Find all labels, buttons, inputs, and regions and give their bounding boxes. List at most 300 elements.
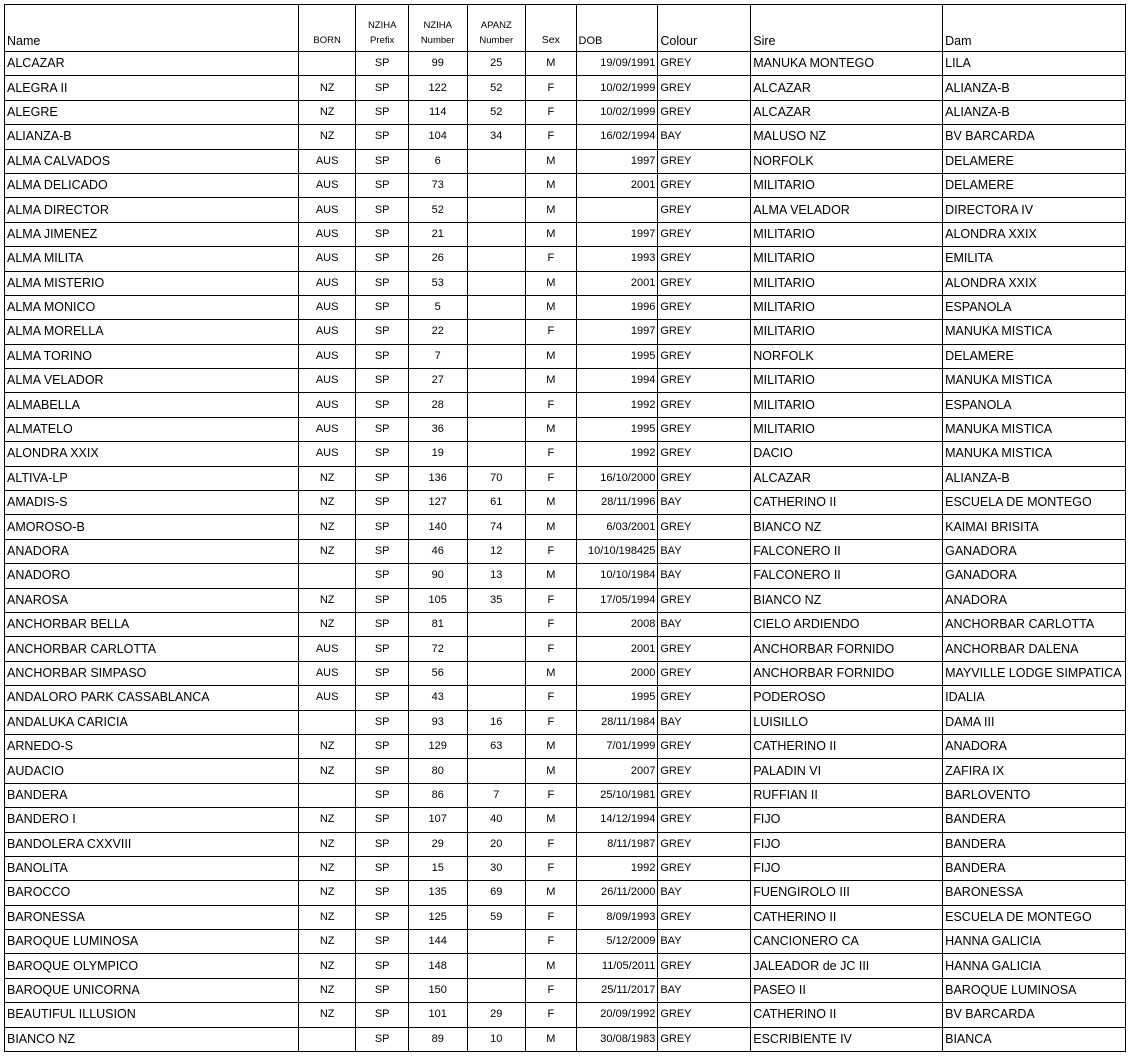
cell-sex: M xyxy=(526,369,576,393)
cell-dob: 28/11/1984 xyxy=(576,710,658,734)
cell-apanz-number xyxy=(467,417,526,441)
cell-dob: 16/10/2000 xyxy=(576,466,658,490)
cell-nziha-prefix: SP xyxy=(356,173,409,197)
cell-dam: DIRECTORA IV xyxy=(943,198,1126,222)
cell-apanz-number xyxy=(467,686,526,710)
cell-sire: FIJO xyxy=(751,856,943,880)
cell-born: NZ xyxy=(298,588,356,612)
cell-sex: M xyxy=(526,295,576,319)
cell-sire: JALEADOR de JC III xyxy=(751,954,943,978)
cell-born: NZ xyxy=(298,856,356,880)
cell-name: ANDALORO PARK CASSABLANCA xyxy=(5,686,299,710)
cell-name: AUDACIO xyxy=(5,759,299,783)
cell-name: ALMA MILITA xyxy=(5,247,299,271)
cell-nziha-number: 73 xyxy=(408,173,467,197)
table-row xyxy=(5,612,1126,636)
table-row xyxy=(5,832,1126,856)
cell-sex: M xyxy=(526,417,576,441)
cell-apanz-number xyxy=(467,930,526,954)
cell-nziha-number: 29 xyxy=(408,832,467,856)
table-row xyxy=(5,52,1126,76)
cell-nziha-prefix: SP xyxy=(356,832,409,856)
cell-sire: FIJO xyxy=(751,832,943,856)
cell-sex: M xyxy=(526,198,576,222)
cell-dam: BARLOVENTO xyxy=(943,783,1126,807)
cell-name: BIANCO NZ xyxy=(5,1027,299,1051)
cell-born: AUS xyxy=(298,271,356,295)
cell-sire: PASEO II xyxy=(751,978,943,1002)
table-row xyxy=(5,515,1126,539)
table-row xyxy=(5,442,1126,466)
cell-dob: 28/11/1996 xyxy=(576,491,658,515)
cell-apanz-number: 52 xyxy=(467,100,526,124)
cell-nziha-prefix: SP xyxy=(356,222,409,246)
cell-nziha-prefix: SP xyxy=(356,344,409,368)
cell-born xyxy=(298,564,356,588)
cell-sire: RUFFIAN II xyxy=(751,783,943,807)
cell-nziha-prefix: SP xyxy=(356,734,409,758)
cell-dob: 1995 xyxy=(576,686,658,710)
cell-name: ALIANZA-B xyxy=(5,125,299,149)
cell-dob: 2000 xyxy=(576,661,658,685)
cell-colour: BAY xyxy=(658,930,751,954)
cell-sire: NORFOLK xyxy=(751,149,943,173)
cell-sex: M xyxy=(526,881,576,905)
cell-sire: MILITARIO xyxy=(751,271,943,295)
cell-name: ALMA JIMENEZ xyxy=(5,222,299,246)
cell-colour: GREY xyxy=(658,320,751,344)
cell-sire: BIANCO NZ xyxy=(751,588,943,612)
table-row xyxy=(5,539,1126,563)
cell-name: BEAUTIFUL ILLUSION xyxy=(5,1003,299,1027)
cell-dob xyxy=(576,198,658,222)
cell-sex: F xyxy=(526,905,576,929)
cell-nziha-prefix: SP xyxy=(356,1027,409,1051)
cell-sex: M xyxy=(526,564,576,588)
cell-name: ALMA DIRECTOR xyxy=(5,198,299,222)
cell-sex: F xyxy=(526,100,576,124)
cell-name: BANDOLERA CXXVIII xyxy=(5,832,299,856)
cell-dob: 10/10/1984 xyxy=(576,564,658,588)
cell-name: BANDERO I xyxy=(5,808,299,832)
cell-nziha-number: 27 xyxy=(408,369,467,393)
cell-nziha-prefix: SP xyxy=(356,612,409,636)
cell-colour: GREY xyxy=(658,393,751,417)
cell-sire: DACIO xyxy=(751,442,943,466)
header-name: Name xyxy=(5,5,299,52)
cell-born: AUS xyxy=(298,222,356,246)
cell-sire: MANUKA MONTEGO xyxy=(751,52,943,76)
cell-name: ALMABELLA xyxy=(5,393,299,417)
cell-nziha-prefix: SP xyxy=(356,417,409,441)
cell-name: ANAROSA xyxy=(5,588,299,612)
cell-sire: CANCIONERO CA xyxy=(751,930,943,954)
header-sire: Sire xyxy=(751,5,943,52)
cell-born: NZ xyxy=(298,905,356,929)
table-row xyxy=(5,100,1126,124)
cell-sex: M xyxy=(526,1027,576,1051)
cell-dam: ANCHORBAR CARLOTTA xyxy=(943,612,1126,636)
cell-colour: GREY xyxy=(658,271,751,295)
cell-colour: BAY xyxy=(658,978,751,1002)
cell-dob: 1992 xyxy=(576,442,658,466)
cell-dam: DELAMERE xyxy=(943,149,1126,173)
cell-born: NZ xyxy=(298,978,356,1002)
cell-born: AUS xyxy=(298,295,356,319)
cell-sex: F xyxy=(526,637,576,661)
cell-dob: 8/09/1993 xyxy=(576,905,658,929)
cell-apanz-number: 25 xyxy=(467,52,526,76)
cell-apanz-number: 40 xyxy=(467,808,526,832)
cell-nziha-prefix: SP xyxy=(356,52,409,76)
cell-sire: MILITARIO xyxy=(751,247,943,271)
cell-dam: DELAMERE xyxy=(943,173,1126,197)
cell-sex: M xyxy=(526,52,576,76)
header-row xyxy=(5,5,1126,52)
cell-sex: F xyxy=(526,856,576,880)
cell-nziha-prefix: SP xyxy=(356,808,409,832)
cell-nziha-prefix: SP xyxy=(356,491,409,515)
cell-name: ALONDRA XXIX xyxy=(5,442,299,466)
cell-colour: GREY xyxy=(658,1003,751,1027)
cell-apanz-number: 7 xyxy=(467,783,526,807)
cell-nziha-prefix: SP xyxy=(356,320,409,344)
cell-born: AUS xyxy=(298,173,356,197)
cell-name: BAROCCO xyxy=(5,881,299,905)
cell-name: BANOLITA xyxy=(5,856,299,880)
cell-dob: 1995 xyxy=(576,417,658,441)
cell-sex: M xyxy=(526,222,576,246)
cell-dob: 1994 xyxy=(576,369,658,393)
cell-sire: LUISILLO xyxy=(751,710,943,734)
cell-nziha-number: 101 xyxy=(408,1003,467,1027)
cell-colour: GREY xyxy=(658,344,751,368)
table-row xyxy=(5,905,1126,929)
cell-nziha-number: 81 xyxy=(408,612,467,636)
cell-dob: 25/11/2017 xyxy=(576,978,658,1002)
cell-dam: ALIANZA-B xyxy=(943,76,1126,100)
cell-nziha-number: 140 xyxy=(408,515,467,539)
cell-dob: 1997 xyxy=(576,149,658,173)
cell-apanz-number xyxy=(467,295,526,319)
cell-dam: DAMA III xyxy=(943,710,1126,734)
cell-colour: GREY xyxy=(658,149,751,173)
cell-sire: ANCHORBAR FORNIDO xyxy=(751,661,943,685)
cell-apanz-number: 59 xyxy=(467,905,526,929)
cell-born: AUS xyxy=(298,661,356,685)
cell-dam: HANNA GALICIA xyxy=(943,930,1126,954)
cell-nziha-prefix: SP xyxy=(356,930,409,954)
cell-born: AUS xyxy=(298,369,356,393)
cell-name: BAROQUE UNICORNA xyxy=(5,978,299,1002)
cell-apanz-number xyxy=(467,442,526,466)
cell-nziha-number: 6 xyxy=(408,149,467,173)
cell-name: ANDALUKA CARICIA xyxy=(5,710,299,734)
cell-dob: 10/02/1999 xyxy=(576,100,658,124)
cell-nziha-number: 136 xyxy=(408,466,467,490)
cell-nziha-prefix: SP xyxy=(356,100,409,124)
cell-dam: BV BARCARDA xyxy=(943,125,1126,149)
cell-sire: CATHERINO II xyxy=(751,734,943,758)
cell-nziha-prefix: SP xyxy=(356,515,409,539)
cell-born: NZ xyxy=(298,491,356,515)
cell-apanz-number: 34 xyxy=(467,125,526,149)
cell-dob: 2001 xyxy=(576,271,658,295)
cell-sex: F xyxy=(526,247,576,271)
cell-name: BANDERA xyxy=(5,783,299,807)
cell-dob: 2008 xyxy=(576,612,658,636)
table-row xyxy=(5,661,1126,685)
header-nziha-prefix-label: NZIHA Prefix xyxy=(367,20,397,46)
cell-dob: 2001 xyxy=(576,637,658,661)
cell-sire: ALCAZAR xyxy=(751,100,943,124)
cell-born: NZ xyxy=(298,954,356,978)
cell-apanz-number: 61 xyxy=(467,491,526,515)
cell-born: NZ xyxy=(298,125,356,149)
cell-born: NZ xyxy=(298,76,356,100)
cell-born: NZ xyxy=(298,1003,356,1027)
cell-nziha-prefix: SP xyxy=(356,369,409,393)
cell-dam: ANADORA xyxy=(943,734,1126,758)
header-dob: DOB xyxy=(576,5,658,52)
cell-name: ALEGRE xyxy=(5,100,299,124)
cell-sire: MILITARIO xyxy=(751,295,943,319)
cell-dam: MANUKA MISTICA xyxy=(943,369,1126,393)
cell-dam: ALIANZA-B xyxy=(943,100,1126,124)
cell-nziha-prefix: SP xyxy=(356,271,409,295)
header-nziha-number-label: NZIHA Number xyxy=(420,20,455,46)
cell-dob: 1997 xyxy=(576,222,658,246)
cell-dam: BIANCA xyxy=(943,1027,1126,1051)
cell-nziha-prefix: SP xyxy=(356,295,409,319)
cell-apanz-number xyxy=(467,661,526,685)
table-row xyxy=(5,759,1126,783)
cell-sex: F xyxy=(526,612,576,636)
cell-nziha-prefix: SP xyxy=(356,710,409,734)
cell-apanz-number: 20 xyxy=(467,832,526,856)
cell-apanz-number: 70 xyxy=(467,466,526,490)
cell-sex: M xyxy=(526,173,576,197)
cell-sex: M xyxy=(526,734,576,758)
cell-name: ALTIVA-LP xyxy=(5,466,299,490)
cell-sex: F xyxy=(526,978,576,1002)
cell-sire: PALADIN VI xyxy=(751,759,943,783)
cell-dam: MANUKA MISTICA xyxy=(943,417,1126,441)
cell-sire: CIELO ARDIENDO xyxy=(751,612,943,636)
cell-sex: F xyxy=(526,320,576,344)
cell-sire: FUENGIROLO III xyxy=(751,881,943,905)
cell-sire: MILITARIO xyxy=(751,369,943,393)
cell-name: BARONESSA xyxy=(5,905,299,929)
cell-sire: PODEROSO xyxy=(751,686,943,710)
header-nziha-number xyxy=(408,5,467,52)
cell-nziha-prefix: SP xyxy=(356,978,409,1002)
cell-name: ALEGRA II xyxy=(5,76,299,100)
cell-nziha-number: 22 xyxy=(408,320,467,344)
cell-nziha-number: 52 xyxy=(408,198,467,222)
cell-dob: 1993 xyxy=(576,247,658,271)
cell-apanz-number xyxy=(467,612,526,636)
cell-colour: GREY xyxy=(658,198,751,222)
cell-dam: LILA xyxy=(943,52,1126,76)
table-row xyxy=(5,856,1126,880)
table-row xyxy=(5,564,1126,588)
cell-apanz-number: 52 xyxy=(467,76,526,100)
cell-nziha-prefix: SP xyxy=(356,783,409,807)
table-row xyxy=(5,1027,1126,1051)
cell-apanz-number: 29 xyxy=(467,1003,526,1027)
cell-apanz-number: 35 xyxy=(467,588,526,612)
cell-born: NZ xyxy=(298,100,356,124)
cell-sire: MILITARIO xyxy=(751,417,943,441)
table-row xyxy=(5,198,1126,222)
cell-sire: NORFOLK xyxy=(751,344,943,368)
cell-dob: 16/02/1994 xyxy=(576,125,658,149)
cell-born: NZ xyxy=(298,466,356,490)
cell-nziha-prefix: SP xyxy=(356,588,409,612)
cell-apanz-number xyxy=(467,637,526,661)
cell-sex: M xyxy=(526,515,576,539)
cell-apanz-number xyxy=(467,344,526,368)
cell-colour: GREY xyxy=(658,369,751,393)
cell-dam: DELAMERE xyxy=(943,344,1126,368)
cell-sire: FALCONERO II xyxy=(751,564,943,588)
cell-dam: ESCUELA DE MONTEGO xyxy=(943,491,1126,515)
cell-dam: ALONDRA XXIX xyxy=(943,271,1126,295)
cell-name: ALMA DELICADO xyxy=(5,173,299,197)
cell-apanz-number xyxy=(467,271,526,295)
table-row xyxy=(5,491,1126,515)
table-row xyxy=(5,295,1126,319)
cell-name: BAROQUE LUMINOSA xyxy=(5,930,299,954)
cell-name: ARNEDO-S xyxy=(5,734,299,758)
table-row xyxy=(5,710,1126,734)
cell-nziha-number: 104 xyxy=(408,125,467,149)
cell-born xyxy=(298,52,356,76)
table-row xyxy=(5,686,1126,710)
cell-nziha-prefix: SP xyxy=(356,442,409,466)
cell-nziha-number: 122 xyxy=(408,76,467,100)
cell-dam: ESCUELA DE MONTEGO xyxy=(943,905,1126,929)
table-row xyxy=(5,271,1126,295)
cell-colour: GREY xyxy=(658,515,751,539)
cell-colour: BAY xyxy=(658,491,751,515)
cell-born: AUS xyxy=(298,393,356,417)
table-row xyxy=(5,466,1126,490)
cell-name: ANCHORBAR CARLOTTA xyxy=(5,637,299,661)
table-row xyxy=(5,734,1126,758)
cell-nziha-number: 150 xyxy=(408,978,467,1002)
cell-apanz-number xyxy=(467,978,526,1002)
table-row xyxy=(5,393,1126,417)
cell-born xyxy=(298,783,356,807)
cell-born: NZ xyxy=(298,612,356,636)
table-row xyxy=(5,369,1126,393)
cell-dob: 10/02/1999 xyxy=(576,76,658,100)
cell-sex: F xyxy=(526,125,576,149)
cell-nziha-number: 15 xyxy=(408,856,467,880)
cell-dam: ANADORA xyxy=(943,588,1126,612)
cell-apanz-number xyxy=(467,149,526,173)
cell-born: NZ xyxy=(298,930,356,954)
cell-dob: 8/11/1987 xyxy=(576,832,658,856)
cell-dam: BARONESSA xyxy=(943,881,1126,905)
cell-dob: 14/12/1994 xyxy=(576,808,658,832)
cell-sex: F xyxy=(526,442,576,466)
cell-dam: MAYVILLE LODGE SIMPATICA xyxy=(943,661,1126,685)
cell-nziha-number: 46 xyxy=(408,539,467,563)
cell-sex: F xyxy=(526,832,576,856)
cell-nziha-prefix: SP xyxy=(356,125,409,149)
cell-dam: MANUKA MISTICA xyxy=(943,320,1126,344)
cell-sex: F xyxy=(526,466,576,490)
cell-colour: GREY xyxy=(658,759,751,783)
cell-born: AUS xyxy=(298,320,356,344)
cell-colour: GREY xyxy=(658,832,751,856)
cell-born: AUS xyxy=(298,198,356,222)
header-sex: Sex xyxy=(526,5,576,52)
cell-sex: F xyxy=(526,783,576,807)
cell-colour: GREY xyxy=(658,1027,751,1051)
cell-nziha-number: 105 xyxy=(408,588,467,612)
cell-dob: 26/11/2000 xyxy=(576,881,658,905)
cell-dob: 10/10/198425 xyxy=(576,539,658,563)
cell-name: ALMATELO xyxy=(5,417,299,441)
cell-born: AUS xyxy=(298,442,356,466)
cell-apanz-number: 10 xyxy=(467,1027,526,1051)
cell-dam: ALIANZA-B xyxy=(943,466,1126,490)
cell-colour: GREY xyxy=(658,686,751,710)
cell-dob: 6/03/2001 xyxy=(576,515,658,539)
table-row xyxy=(5,808,1126,832)
cell-sire: ALCAZAR xyxy=(751,76,943,100)
cell-nziha-prefix: SP xyxy=(356,686,409,710)
cell-name: ALMA VELADOR xyxy=(5,369,299,393)
table-row xyxy=(5,930,1126,954)
cell-nziha-number: 90 xyxy=(408,564,467,588)
cell-sire: MILITARIO xyxy=(751,320,943,344)
cell-sex: M xyxy=(526,759,576,783)
cell-colour: BAY xyxy=(658,539,751,563)
header-apanz-number-label: APANZ Number xyxy=(479,20,514,46)
cell-name: ALMA CALVADOS xyxy=(5,149,299,173)
cell-nziha-number: 26 xyxy=(408,247,467,271)
cell-name: ALMA MONICO xyxy=(5,295,299,319)
cell-sex: F xyxy=(526,710,576,734)
cell-nziha-prefix: SP xyxy=(356,905,409,929)
cell-apanz-number: 30 xyxy=(467,856,526,880)
table-row xyxy=(5,978,1126,1002)
cell-sire: FIJO xyxy=(751,808,943,832)
cell-apanz-number xyxy=(467,759,526,783)
cell-apanz-number xyxy=(467,369,526,393)
cell-born: NZ xyxy=(298,832,356,856)
cell-nziha-number: 43 xyxy=(408,686,467,710)
cell-dam: IDALIA xyxy=(943,686,1126,710)
cell-born: AUS xyxy=(298,637,356,661)
cell-born: AUS xyxy=(298,247,356,271)
cell-colour: GREY xyxy=(658,783,751,807)
cell-born: AUS xyxy=(298,344,356,368)
cell-dam: BANDERA xyxy=(943,832,1126,856)
cell-nziha-number: 125 xyxy=(408,905,467,929)
cell-dam: KAIMAI BRISITA xyxy=(943,515,1126,539)
cell-dob: 30/08/1983 xyxy=(576,1027,658,1051)
cell-colour: BAY xyxy=(658,125,751,149)
table-row xyxy=(5,222,1126,246)
cell-name: AMOROSO-B xyxy=(5,515,299,539)
cell-born xyxy=(298,710,356,734)
